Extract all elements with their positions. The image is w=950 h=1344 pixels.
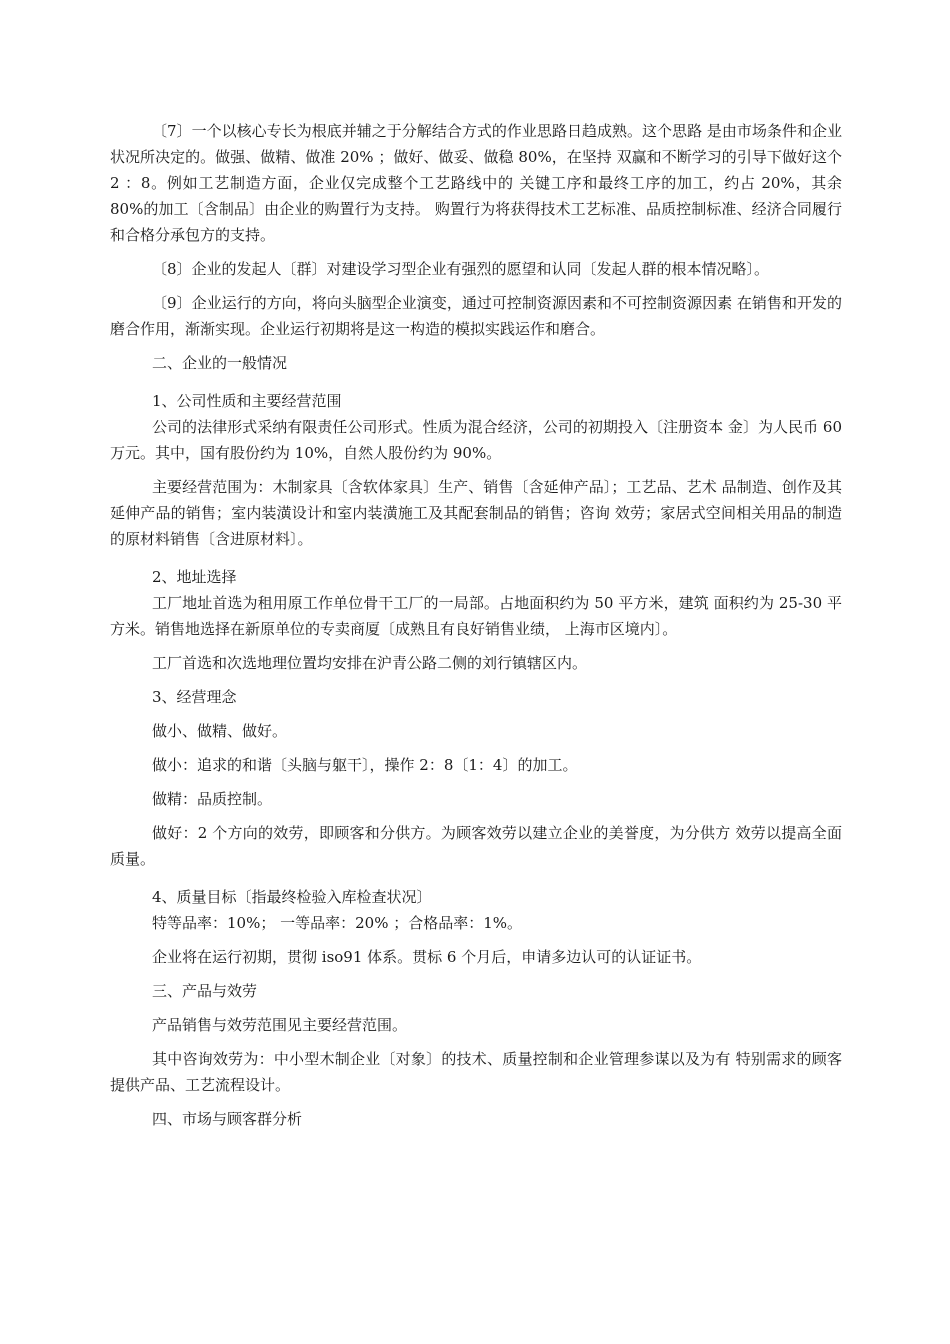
paragraph-factory-site: 工厂地址首选为租用原工作单位骨干工厂的一局部。占地面积约为 50 平方米，建筑 面积约为 25-30 平方米。销售地选择在新原单位的专卖商厦〔成熟且有良好销售业绩， 上海市区境内〕。 xyxy=(110,594,842,638)
section-heading-market: 四、市场与顾客群分析 xyxy=(152,1110,303,1128)
subheading-company-nature: 1、公司性质和主要经营范围 xyxy=(152,392,342,410)
paragraph-business-scope: 主要经营范围为：木制家具〔含软体家具〕生产、销售〔含延伸产品〕；工艺品、艺术 品制造、创作及其延伸产品的销售；室内装潢设计和室内装潢施工及其配套制品的销售；咨询 效劳；家居式空间相关用品的制造的原材料销售〔含进原材料〕。 xyxy=(110,478,842,548)
paragraph-motto: 做小、做精、做好。 xyxy=(152,722,288,740)
paragraph-item-7: 〔7〕一个以核心专长为根底并辅之于分解结合方式的作业思路日趋成熟。这个思路 是由市场条件和企业状况所决定的。做强、做精、做准 20% ；做好、做妥、做稳 80%，在坚持 双赢和不断学习的引导下做好这个 2 ：8。例如工艺制造方面，企业仅完成整个工艺路线中的 关键工序和最终工序的加工，约占 20%，其余 80%的加工〔含制品〕由企业的购置行为支持。 购置行为将获得技术工艺标准、品质控制标准、经济合同履行和合格分承包方的支持。 xyxy=(110,122,842,244)
subheading-quality-goal: 4、质量目标〔指最终检验入库检查状况〕 xyxy=(152,888,432,906)
paragraph-iso: 企业将在运行初期，贯彻 iso91 体系。贯标 6 个月后，申请多边认可的认证证书。 xyxy=(152,948,702,966)
paragraph-geo-position: 工厂首选和次选地理位置均安排在沪青公路二侧的刘行镇辖区内。 xyxy=(152,654,588,672)
paragraph-item-8: 〔8〕企业的发起人〔群〕对建设学习型企业有强烈的愿望和认同〔发起人群的根本情况略〕。 xyxy=(152,260,770,278)
document-body xyxy=(110,118,842,1132)
paragraph-do-well: 做好：2 个方向的效劳，即顾客和分供方。为顾客效劳以建立企业的美誉度，为分供方 效劳以提高全面质量。 xyxy=(110,824,842,868)
paragraph-consulting: 其中咨询效劳为：中小型木制企业〔对象〕的技术、质量控制和企业管理参谋以及为有 特别需求的顾客提供产品、工艺流程设计。 xyxy=(110,1050,842,1094)
subheading-philosophy: 3、经营理念 xyxy=(152,688,237,706)
section-heading-products: 三、产品与效劳 xyxy=(152,982,258,1000)
section-heading-general: 二、企业的一般情况 xyxy=(152,354,288,372)
paragraph-product-scope: 产品销售与效劳范围见主要经营范围。 xyxy=(152,1016,408,1034)
subheading-location: 2、地址选择 xyxy=(152,568,237,586)
paragraph-quality-rates: 特等品率：10%； 一等品率：20% ；合格品率：1%。 xyxy=(152,914,523,932)
paragraph-do-fine: 做精：品质控制。 xyxy=(152,790,273,808)
paragraph-item-9: 〔9〕企业运行的方向，将向头脑型企业演变，通过可控制资源因素和不可控制资源因素 在销售和开发的磨合作用，渐渐实现。企业运行初期将是这一构造的模拟实践运作和磨合。 xyxy=(110,294,842,338)
paragraph-do-small: 做小：追求的和谐〔头脑与躯干〕，操作 2：8〔1：4〕的加工。 xyxy=(152,756,578,774)
paragraph-legal-form: 公司的法律形式采纳有限责任公司形式。性质为混合经济，公司的初期投入〔注册资本 金〕为人民币 60 万元。其中，国有股份约为 10%，自然人股份约为 90%。 xyxy=(110,418,842,462)
